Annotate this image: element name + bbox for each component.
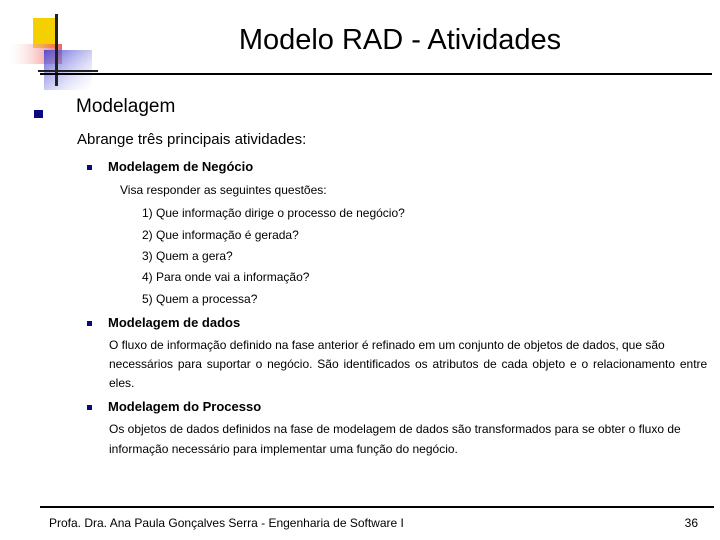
section-title-processo: Modelagem do Processo [108, 399, 262, 414]
question-item: 4) Para onde vai a informação? [142, 270, 310, 284]
title-divider [40, 73, 712, 75]
question-item: 3) Quem a gera? [142, 249, 233, 263]
paragraph-line: eles. [109, 376, 135, 390]
intro-text: Abrange três principais atividades: [77, 131, 307, 148]
logo-vertical-line [55, 14, 58, 86]
square-bullet-icon [87, 321, 92, 326]
footer-divider [40, 506, 714, 508]
section-title-negocio: Modelagem de Negócio [108, 159, 254, 174]
main-heading: Modelagem [76, 96, 176, 117]
logo-yellow-square [33, 18, 57, 48]
slide-logo [0, 0, 110, 92]
paragraph-line: informação necessário para implementar uma função do negócio. [109, 442, 458, 456]
paragraph-line: O fluxo de informação definido na fase anterior é refinado em um conjunto de objetos de dados, que são [109, 338, 665, 352]
question-item: 2) Que informação é gerada? [142, 228, 299, 242]
square-bullet-icon [87, 165, 92, 170]
question-item: 1) Que informação dirige o processo de negócio? [142, 206, 405, 220]
paragraph-line: necessários para suportar o negócio. São identificados os atributos de cada objeto e o relacionamento entre [109, 357, 708, 371]
section-title-dados: Modelagem de dados [108, 315, 241, 330]
square-bullet-icon [34, 110, 43, 118]
question-item: 5) Quem a processa? [142, 292, 258, 306]
section-subtitle: Visa responder as seguintes questões: [120, 183, 327, 197]
paragraph-line: Os objetos de dados definidos na fase de modelagem de dados são transformados para se obter o fluxo de [109, 422, 681, 436]
footer-author: Profa. Dra. Ana Paula Gonçalves Serra - Engenharia de Software I [49, 516, 404, 530]
slide-title: Modelo RAD - Atividades [238, 24, 562, 56]
logo-horizontal-line [38, 70, 98, 72]
page-number: 36 [684, 516, 698, 530]
square-bullet-icon [87, 405, 92, 410]
